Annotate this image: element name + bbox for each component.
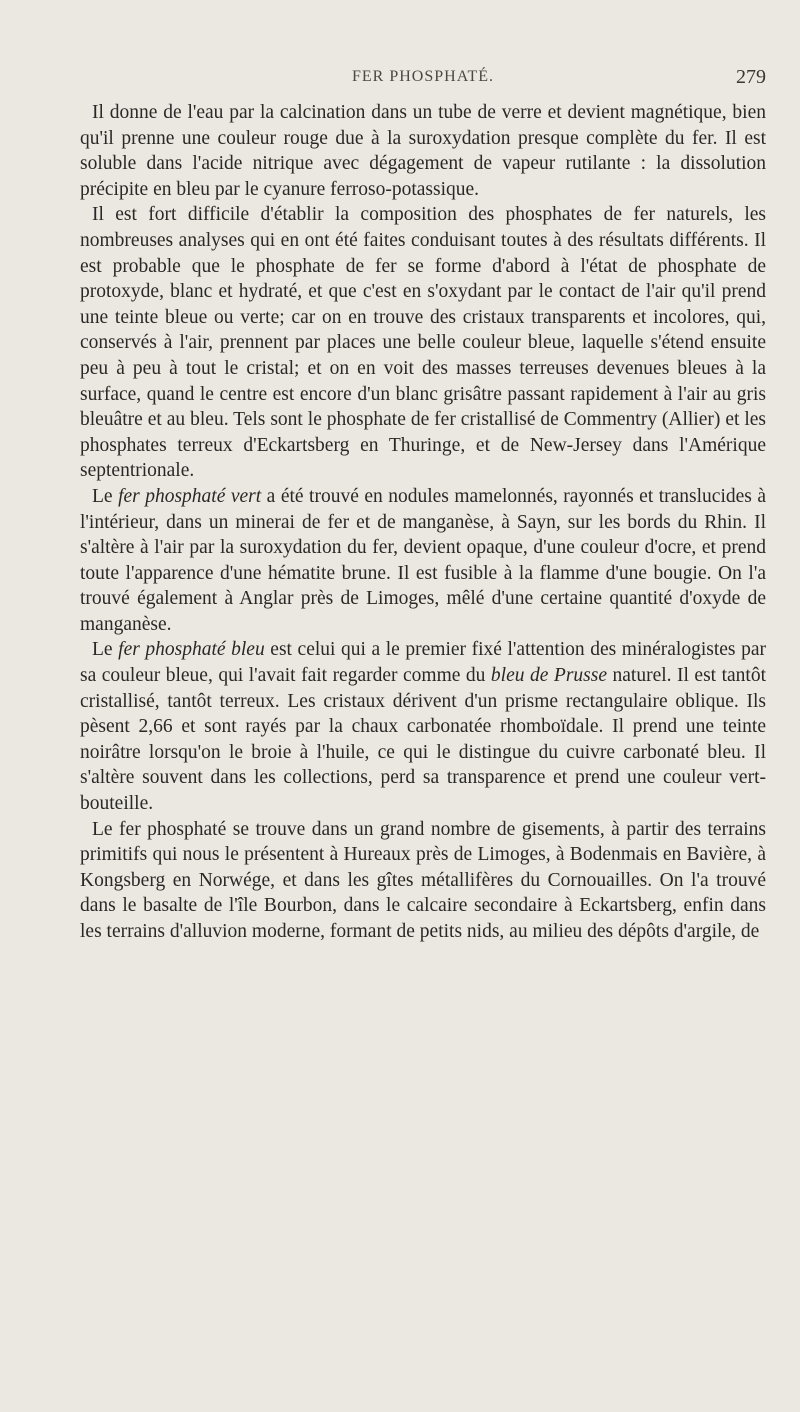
term-bleu-de-prusse: bleu de Prusse xyxy=(490,665,607,687)
paragraph-1-text: Il donne de l'eau par la calcination dans un tube de verre et devient magnétique, bien qu'il prenne une couleur rouge due à la suroxydation presque complète du fer. Il est soluble dans l'acide nitrique avec dégagement de vapeur rutilante : la dissolution précipite en bleu par le cyanure ferroso-potassique. xyxy=(80,102,766,200)
paragraph-3-text-b: a été trouvé en nodules mamelonnés, rayonnés et translucides à l'intérieur, dans un minerai de fer et de manganèse, à Sayn, sur les bords du Rhin. Il s'altère à l'air par la suroxydation du fer, devient opaque, d'une couleur d'ocre, et prend toute l'apparence d'une hématite brune. Il est fusible à la flamme d'une bougie. On l'a trouvé également à Anglar près de Limoges, mêlé d'une certaine quantité d'oxyde de manganèse. xyxy=(80,485,767,635)
body-text xyxy=(80,100,766,945)
paragraph-3 xyxy=(80,484,766,638)
paragraph-4 xyxy=(80,637,766,816)
paragraph-5-text: Le fer phosphaté se trouve dans un grand nombre de gisements, à partir des terrains primitifs qui nous le présentent à Hureaux près de Limoges, à Bodenmais en Bavière, à Kongsberg en Norwége, et dans les gîtes métallifères du Cornouailles. On l'a trouvé dans le basalte de l'île Bourbon, dans le calcaire secondaire à Eckartsberg, enfin dans les terrains d'alluvion moderne, formant de petits nids, au milieu des dépôts d'argile, de xyxy=(80,818,766,942)
term-fer-phosphate-vert: fer phosphaté vert xyxy=(118,485,262,507)
running-head: FER PHOSPHATÉ. xyxy=(351,68,495,85)
paragraph-1 xyxy=(80,100,766,202)
paragraph-2 xyxy=(80,202,766,484)
paragraph-3-text-a: Le xyxy=(92,485,119,507)
paragraph-4-text-c: naturel. Il est tantôt cristallisé, tantôt terreux. Les cristaux dérivent d'un prisme rectangulaire oblique. Ils pèsent 2,66 et sont rayés par la chaux carbonatée rhomboïdale. Il prend une teinte noirâtre lorsqu'on le broie à l'huile, ce qui le distingue du cuivre carbonaté bleu. Il s'altère souvent dans les collections, perd sa transparence et prend une couleur vert-bouteille. xyxy=(80,665,767,815)
paragraph-4-text-a: Le xyxy=(92,639,119,661)
paragraph-4-text-b: est celui qui a le premier fixé l'attention des minéralogistes par sa couleur bleue, qui l'avait fait regarder comme du xyxy=(80,639,766,687)
page-number: 279 xyxy=(736,66,766,88)
paragraph-2-text: Il est fort difficile d'établir la composition des phosphates de fer naturels, les nombreuses analyses qui en ont été faites conduisant toutes à des résultats différents. Il est probable que le phosphate de fer se forme d'abord à l'état de phosphate de protoxyde, blanc et hydraté, et que c'est en s'oxydant par le contact de l'air qu'il prend une teinte bleue ou verte; car on en trouve des cristaux transparents et incolores, qui, conservés à l'air, prennent par places une belle couleur bleue, laquelle s'étend ensuite peu à peu à tout le cristal; et on en voit des masses terreuses devenues bleues à la surface, quand le centre est encore d'un blanc grisâtre passant rapidement à l'air au gris bleuâtre et au bleu. Tels sont le phosphate de fer cristallisé de Commentry (Allier) et les phosphates terreux d'Eckartsberg en Thuringe, et de New-Jersey dans l'Amérique septentrionale. xyxy=(80,204,766,482)
paragraph-5 xyxy=(80,817,766,945)
page-header xyxy=(80,68,766,94)
term-fer-phosphate-bleu: fer phosphaté bleu xyxy=(118,639,265,661)
